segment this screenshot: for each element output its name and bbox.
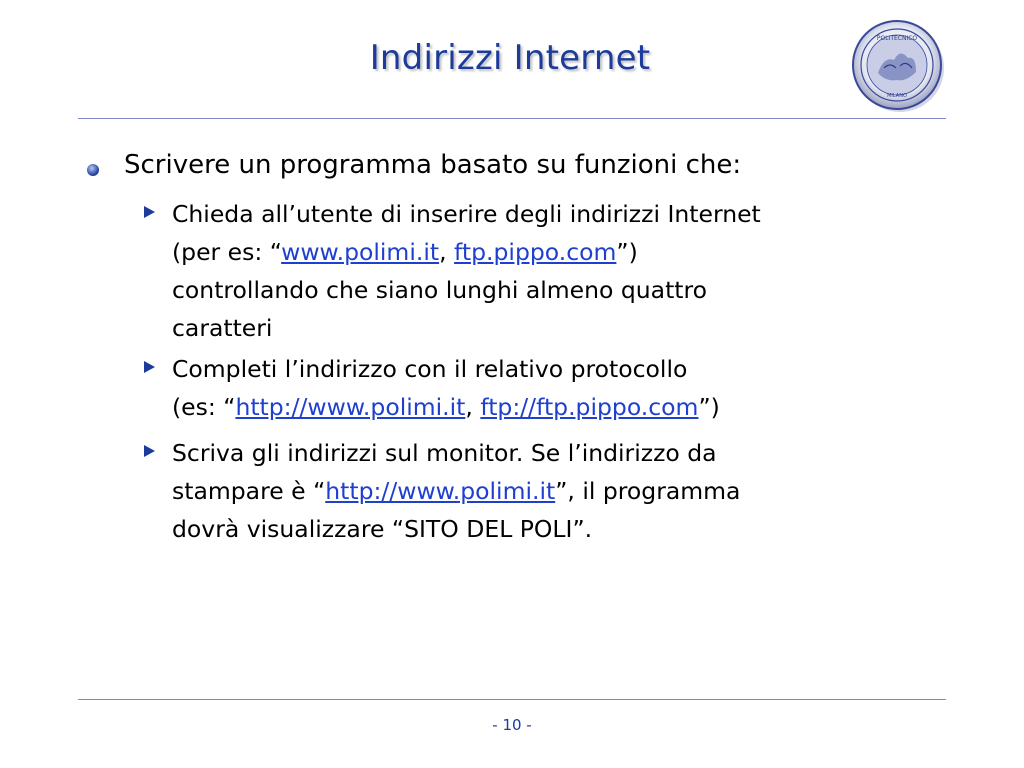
sub-bullet-text bbox=[172, 195, 912, 347]
main-bullet-text: Scrivere un programma basato su funzioni che: bbox=[124, 150, 742, 180]
text-line: controllando che siano lunghi almeno quattro bbox=[172, 276, 708, 304]
triangle-bullet-icon bbox=[142, 205, 156, 219]
text-fragment: ”) bbox=[698, 393, 720, 421]
footer-divider bbox=[78, 699, 946, 700]
text-line bbox=[172, 388, 912, 426]
text-line bbox=[172, 472, 912, 510]
triangle-bullet-icon bbox=[142, 360, 156, 374]
link-http-polimi[interactable]: http://www.polimi.it bbox=[235, 393, 466, 421]
sub-bullet-text bbox=[172, 350, 912, 426]
text-fragment: ”, il programma bbox=[555, 477, 741, 505]
triangle-bullet-icon bbox=[142, 444, 156, 458]
text-fragment: , bbox=[465, 393, 481, 421]
link-ftp-ftp-pippo[interactable]: ftp://ftp.pippo.com bbox=[480, 393, 699, 421]
text-line: dovrà visualizzare “SITO DEL POLI”. bbox=[172, 515, 593, 543]
round-bullet-icon bbox=[86, 163, 100, 177]
text-line: Chieda all’utente di inserire degli indirizzi Internet bbox=[172, 200, 761, 228]
link-ftp-pippo[interactable]: ftp.pippo.com bbox=[454, 238, 617, 266]
text-fragment: stampare è “ bbox=[172, 477, 326, 505]
link-www-polimi[interactable]: www.polimi.it bbox=[281, 238, 440, 266]
text-fragment: (per es: “ bbox=[172, 238, 282, 266]
text-line: caratteri bbox=[172, 314, 273, 342]
sub-bullet-text bbox=[172, 434, 912, 548]
text-fragment: ”) bbox=[616, 238, 638, 266]
page-number: - 10 - bbox=[492, 716, 532, 734]
text-line: Completi l’indirizzo con il relativo protocollo bbox=[172, 355, 688, 383]
text-fragment: (es: “ bbox=[172, 393, 236, 421]
link-http-polimi[interactable]: http://www.polimi.it bbox=[325, 477, 556, 505]
logo-text-bottom: MILANO bbox=[887, 93, 907, 99]
text-fragment: , bbox=[439, 238, 455, 266]
logo-text-top: POLITECNICO bbox=[876, 35, 918, 42]
text-line bbox=[172, 233, 912, 271]
text-line: Scriva gli indirizzi sul monitor. Se l’indirizzo da bbox=[172, 439, 717, 467]
slide-title: Indirizzi Internet bbox=[369, 38, 651, 78]
title-divider bbox=[78, 118, 946, 119]
politecnico-logo bbox=[850, 18, 946, 114]
